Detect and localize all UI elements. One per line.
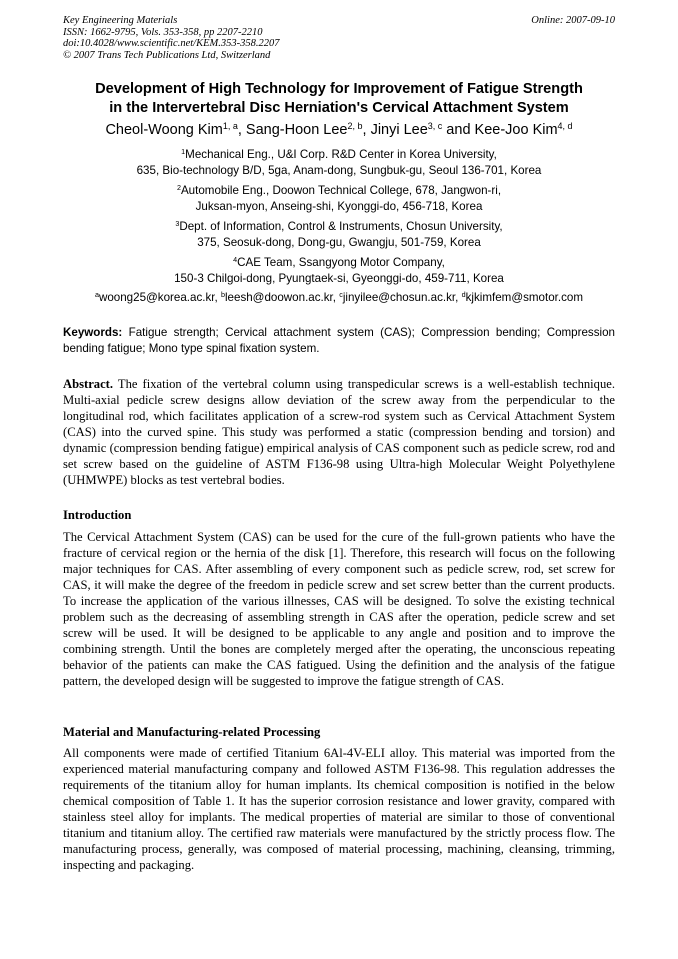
author-name: Sang-Hoon Lee xyxy=(245,122,348,138)
email-marker: a xyxy=(94,290,99,300)
affiliation-line: Dept. of Information, Control & Instruments, Chosun University, xyxy=(179,220,503,233)
issn-line: ISSN: 1662-9795, Vols. 353-358, pp 2207-2210 xyxy=(63,26,263,38)
affiliation-number: 3 xyxy=(175,219,180,229)
copyright-line: © 2007 Trans Tech Publications Ltd, Switzerland xyxy=(63,49,271,61)
title-line-1: Development of High Technology for Improvement of Fatigue Strength xyxy=(95,81,583,97)
affiliation-2 xyxy=(40,183,638,215)
affiliation-4 xyxy=(40,255,638,287)
title-line-2: in the Intervertebral Disc Herniation's Cervical Attachment System xyxy=(109,100,569,116)
affiliation-line: 635, Bio-technology B/D, 5ga, Anam-dong, Sungbuk-gu, Seoul 136-701, Korea xyxy=(136,164,542,177)
email-marker: d xyxy=(461,290,466,300)
doi-line: doi:10.4028/www.scientific.net/KEM.353-358.2207 xyxy=(63,38,280,49)
affiliation-line: 375, Seosuk-dong, Dong-gu, Gwangju, 501-759, Korea xyxy=(197,236,481,249)
online-date: Online: 2007-09-10 xyxy=(531,15,615,26)
author-marker: 3, c xyxy=(427,121,443,132)
abstract-label: Abstract. xyxy=(63,377,114,391)
introduction-text: The Cervical Attachment System (CAS) can be used for the cure of the full-grown patients who have the fracture of cervical region or the hernia of the disk [1]. Therefore, this research will focus on the following major techniques for CAS. After assembling of every component such as pedicle screw, rod, set screw for CAS, it will make the degree of the freedom in pedicle screw and set screw better than the current products. To increase the application of the various illnesses, CAS will be designed. To solve the existing technical problem such as the decreasing of assembling strength in CAS after the operation, pedicle screw and set screw will be used. It will be designed to be applicable to any angle and position and to improve the combining strength. Until the bones are completely merged after the operating, the unconscious repeating behavior of the patients can make the CAS fatigued. Using the definition and the analysis of the fatigue pattern, the developed design will be suggested to improve the fatigue strength of CAS. xyxy=(63,530,615,688)
affiliation-line: Juksan-myon, Anseing-shi, Kyonggi-do, 456-718, Korea xyxy=(195,200,483,213)
affiliation-1 xyxy=(40,147,638,179)
affiliation-3 xyxy=(40,219,638,251)
email-separator: , xyxy=(455,291,462,304)
author-marker: 1, a xyxy=(222,121,238,132)
email-separator: , xyxy=(214,291,221,304)
email-address[interactable]: jinyilee@chosun.ac.kr xyxy=(342,291,456,304)
affiliation-line: 150-3 Chilgoi-dong, Pyungtaek-si, Gyeonggi-do, 459-711, Korea xyxy=(174,272,504,285)
email-list xyxy=(40,290,638,306)
email-separator: , xyxy=(332,291,340,304)
author-separator: , xyxy=(362,122,371,138)
affiliation-line: CAE Team, Ssangyong Motor Company, xyxy=(237,256,445,269)
affiliation-line: Automobile Eng., Doowon Technical College, 678, Jangwon-ri, xyxy=(180,184,502,197)
keywords-label: Keywords: xyxy=(63,326,123,339)
affiliation-line: Mechanical Eng., U&I Corp. R&D Center in Korea University, xyxy=(185,148,497,161)
email-address[interactable]: woong25@korea.ac.kr xyxy=(98,291,215,304)
material-text: All components were made of certified Titanium 6Al-4V-ELI alloy. This material was imported from the experienced material manufacturing company and followed ASTM F136-98. This regulation addresses the requirements of the titanium alloy for human implants. Its chemical composition is notified in the below chemical composition of Table 1. It has the superior corrosion resistance and lower gravity, compared with stainless steel alloy for implants. The medical properties of material are similar to those of conventional titanium and titanium alloy. The certified raw materials were manufactured by the strictly process flow. The manufacturing process, generally, was composed of material processing, machining, cleansing, trimming, inspecting and packaging. xyxy=(63,746,615,872)
abstract-text: The fixation of the vertebral column using transpedicular screws is a well-establish technique. Multi-axial pedicle screw designs allow deviation of the screw away from the perpendicular to the longitudinal rod, which facilitates application of a screw-rod system such as Cervical Attachment System (CAS) into the curved spine. This study was performed a static (compression bending and torsion) and dynamic (compression bending fatigue) empirical analysis of CAS component such as pedicle screw, rod and set screw based on the guideline of ASTM F136-98 using Ultra-high Molecular Weight Polyethylene (UHMWPE) blocks as test vertebral bodies. xyxy=(63,377,615,487)
author-separator: , xyxy=(237,122,246,138)
keywords-text: Fatigue strength; Cervical attachment system (CAS); Compression bending; Compression bending fatigue; Mono type spinal fixation system. xyxy=(63,326,615,355)
author-name: Jinyi Lee xyxy=(370,122,428,138)
affiliation-number: 4 xyxy=(233,255,238,265)
material-heading: Material and Manufacturing-related Processing xyxy=(63,725,321,739)
abstract-block xyxy=(63,376,615,488)
paper-title xyxy=(40,80,638,118)
email-marker: c xyxy=(339,290,343,300)
running-header xyxy=(63,15,615,61)
introduction-heading: Introduction xyxy=(63,508,132,522)
affiliation-number: 1 xyxy=(181,147,186,157)
affiliation-number: 2 xyxy=(176,183,181,193)
email-address[interactable]: leesh@doowon.ac.kr xyxy=(224,291,333,304)
journal-name: Key Engineering Materials xyxy=(63,15,178,26)
email-marker: b xyxy=(220,290,225,300)
author-list xyxy=(40,121,638,139)
author-marker: 4, d xyxy=(557,121,573,132)
keywords-block xyxy=(63,325,615,357)
author-separator: and xyxy=(442,122,475,138)
author-name: Kee-Joo Kim xyxy=(474,122,558,138)
email-address[interactable]: kjkimfem@smotor.com xyxy=(465,291,584,304)
author-marker: 2, b xyxy=(347,121,363,132)
author-name: Cheol-Woong Kim xyxy=(105,122,223,138)
